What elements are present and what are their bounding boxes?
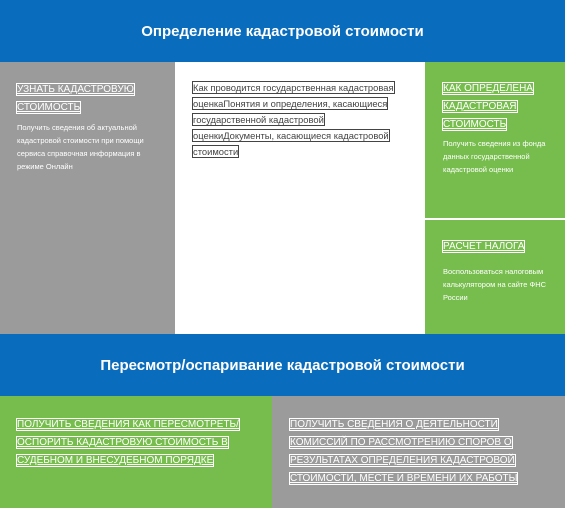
tax-calculation-description: Воспользоваться налоговым калькулятором на сайте ФНС России <box>443 267 547 302</box>
mid-banner-title: Пересмотр/оспаривание кадастровой стоимости <box>100 356 465 374</box>
top-banner <box>0 0 565 62</box>
mid-banner <box>0 334 565 396</box>
know-cadastral-value-link[interactable]: УЗНАТЬ КАДАСТРОВУЮ СТОИМОСТЬ <box>17 84 134 113</box>
info-links-text-box <box>193 80 405 160</box>
commissions-info-panel <box>272 396 565 508</box>
how-to-contest-link[interactable]: ПОЛУЧИТЬ СВЕДЕНИЯ КАК ПЕРЕСМОТРЕТЬ/ОСПОРИТЬ КАДАСТРОВУЮ СТОИМОСТЬ В СУДЕБНОМ И ВНЕСУДЕБНОМ ПОРЯДКЕ <box>17 419 239 466</box>
commissions-info-link[interactable]: ПОЛУЧИТЬ СВЕДЕНИЯ О ДЕЯТЕЛЬНОСТИ КОМИССИЙ ПО РАССМОТРЕНИЮ СПОРОВ О РЕЗУЛЬТАТАХ ОПРЕДЕЛЕНИЯ КАДАСТРОВОЙ СТОИМОСТИ, МЕСТЕ И ВРЕМЕНИ ИХ РАБОТЫ <box>290 419 518 484</box>
know-cadastral-value-panel <box>0 62 175 334</box>
top-banner-title: Определение кадастровой стоимости <box>141 22 424 40</box>
tax-calculation-panel <box>425 220 565 334</box>
info-links-text[interactable]: Как проводится государственная кадастровая оценкаПонятия и определения, касающиеся государственной кадастровой оценкиДокументы, касающиеся кадастровой стоимости <box>193 82 394 157</box>
how-determined-panel <box>425 62 565 220</box>
how-determined-link[interactable]: КАК ОПРЕДЕЛЕНА КАДАСТРОВАЯ СТОИМОСТЬ <box>443 83 533 130</box>
tax-calculation-link[interactable]: РАСЧЕТ НАЛОГА <box>443 241 525 252</box>
info-links-panel <box>175 62 425 334</box>
know-cadastral-value-description: Получить сведения об актуальной кадастровой стоимости при помощи сервиса справочная информация в режиме Онлайн <box>17 123 144 171</box>
how-to-contest-panel <box>0 396 272 508</box>
how-determined-description: Получить сведения из фонда данных государственной кадастровой оценки <box>443 139 546 174</box>
